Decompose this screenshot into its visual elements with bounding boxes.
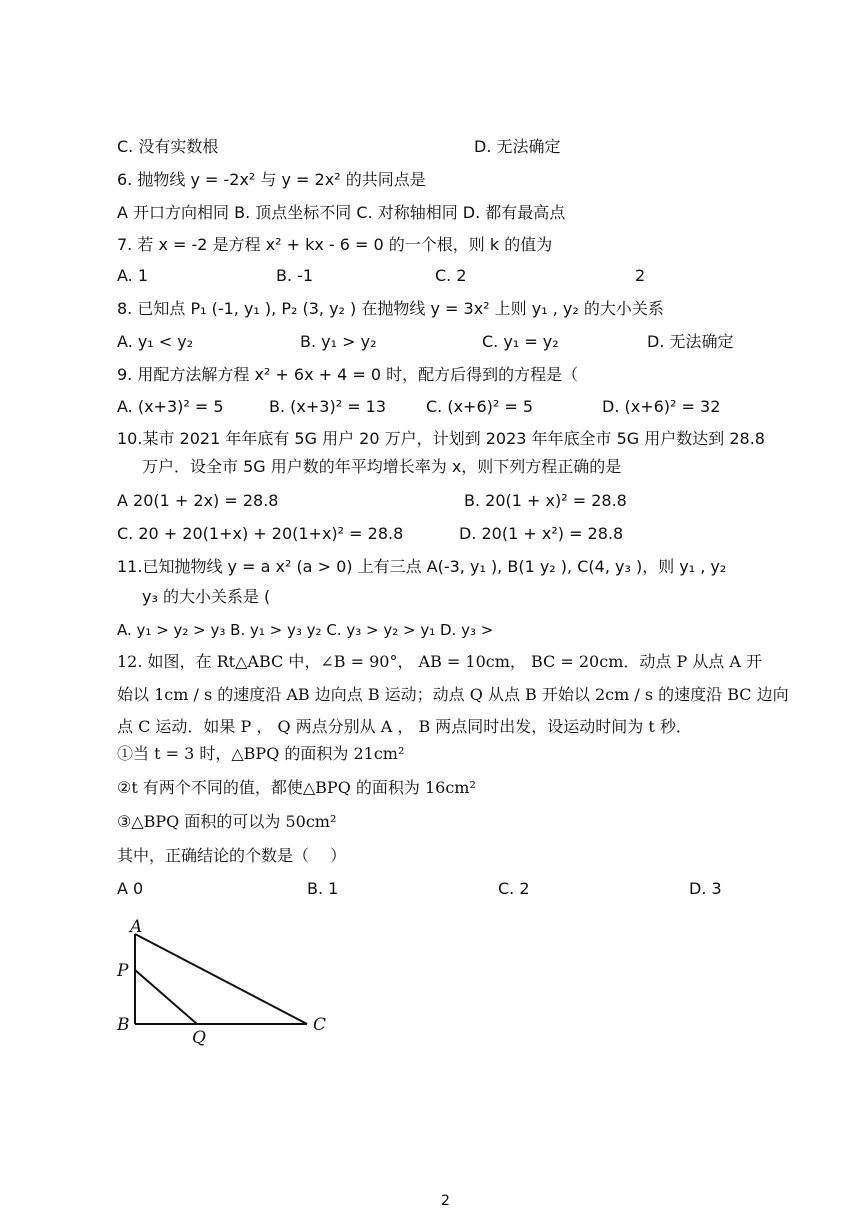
q9-option-a: A. (x+3)² = 5 — [117, 397, 224, 416]
q7-option-b: B. -1 — [276, 266, 314, 285]
q5-option-d: D. 无法确定 — [474, 137, 561, 156]
q7-option-a: A. 1 — [117, 266, 149, 285]
q10-option-a: A 20(1 + 2x) = 28.8 — [117, 491, 279, 510]
q10-option-c: C. 20 + 20(1+x) + 20(1+x)² = 28.8 — [117, 524, 404, 543]
q10-stem-line1: 10.某市 2021 年年底有 5G 用户 20 万户，计划到 2023 年年底全市 5G 用户数达到 28.8 — [117, 429, 765, 448]
q10-option-d: D. 20(1 + x²) = 28.8 — [459, 524, 624, 543]
q11-options: A. y₁ > y₂ > y₃ B. y₁ > y₃ y₂ C. y₃ > y₂ > y₁ D. y₃ > — [117, 621, 494, 639]
q6-options: A 开口方向相同 B. 顶点坐标不同 C. 对称轴相同 D. 都有最高点 — [117, 203, 566, 222]
segment-pq — [135, 970, 197, 1024]
q12-option-c: C. 2 — [498, 879, 530, 898]
segment-ac — [135, 934, 307, 1024]
q10-stem-line2: 万户．设全市 5G 用户数的年平均增长率为 x，则下列方程正确的是 — [142, 457, 622, 476]
label-q: Q — [192, 1028, 206, 1048]
q7-option-d: 2 — [635, 266, 646, 285]
label-c: C — [313, 1015, 327, 1035]
q8-stem: 8. 已知点 P₁ (-1, y₁ ), P₂ (3, y₂ ) 在抛物线 y = 3x² 上则 y₁ , y₂ 的大小关系 — [117, 299, 664, 318]
q7-stem: 7. 若 x = -2 是方程 x² + kx - 6 = 0 的一个根，则 k 的值为 — [117, 235, 553, 254]
triangle-figure — [110, 912, 340, 1052]
q8-option-b: B. y₁ > y₂ — [300, 332, 377, 351]
label-a: A — [130, 917, 143, 937]
q11-stem-line1: 11.已知抛物线 y = a x² (a > 0) 上有三点 A(-3, y₁ ), B(1 y₂ ), C(4, y₃ )，则 y₁ , y₂ — [117, 557, 727, 576]
q12-stem-line2: 始以 1cm / s 的速度沿 AB 边向点 B 运动；动点 Q 从点 B 开始以 2cm / s 的速度沿 BC 边向 — [117, 685, 789, 704]
q12-stem-line1: 12. 如图，在 Rt△ABC 中，∠B = 90°， AB = 10cm， BC = 20cm．动点 P 从点 A 开 — [117, 652, 763, 671]
q11-stem-line2: y₃ 的大小关系是 ( — [142, 587, 271, 606]
q12-statement-3: ③△BPQ 面积的可以为 50cm² — [117, 812, 337, 831]
q12-option-d: D. 3 — [689, 879, 722, 898]
q12-statement-1: ①当 t = 3 时，△BPQ 的面积为 21cm² — [117, 744, 405, 763]
q5-option-c: C. 没有实数根 — [117, 137, 219, 156]
q10-option-b: B. 20(1 + x)² = 28.8 — [464, 491, 627, 510]
q9-option-d: D. (x+6)² = 32 — [602, 397, 721, 416]
q6-stem: 6. 抛物线 y = -2x² 与 y = 2x² 的共同点是 — [117, 170, 426, 189]
q8-option-a: A. y₁ < y₂ — [117, 332, 194, 351]
q9-stem: 9. 用配方法解方程 x² + 6x + 4 = 0 时，配方后得到的方程是（ — [117, 365, 579, 384]
q12-option-a: A 0 — [117, 879, 144, 898]
q8-option-d: D. 无法确定 — [647, 332, 734, 351]
q12-stem-line3: 点 C 运动．如果 P ， Q 两点分别从 A ， B 两点同时出发，设运动时间为 t 秒． — [117, 717, 692, 736]
label-b: B — [117, 1015, 130, 1035]
q12-option-b: B. 1 — [307, 879, 339, 898]
label-p: P — [117, 961, 129, 981]
q9-option-b: B. (x+3)² = 13 — [269, 397, 387, 416]
q12-question: 其中，正确结论的个数是（ ） — [117, 846, 347, 865]
q8-option-c: C. y₁ = y₂ — [482, 332, 559, 351]
q7-option-c: C. 2 — [435, 266, 467, 285]
q9-option-c: C. (x+6)² = 5 — [426, 397, 534, 416]
page-number: 2 — [441, 1193, 450, 1209]
q12-statement-2: ②t 有两个不同的值，都使△BPQ 的面积为 16cm² — [117, 778, 476, 797]
